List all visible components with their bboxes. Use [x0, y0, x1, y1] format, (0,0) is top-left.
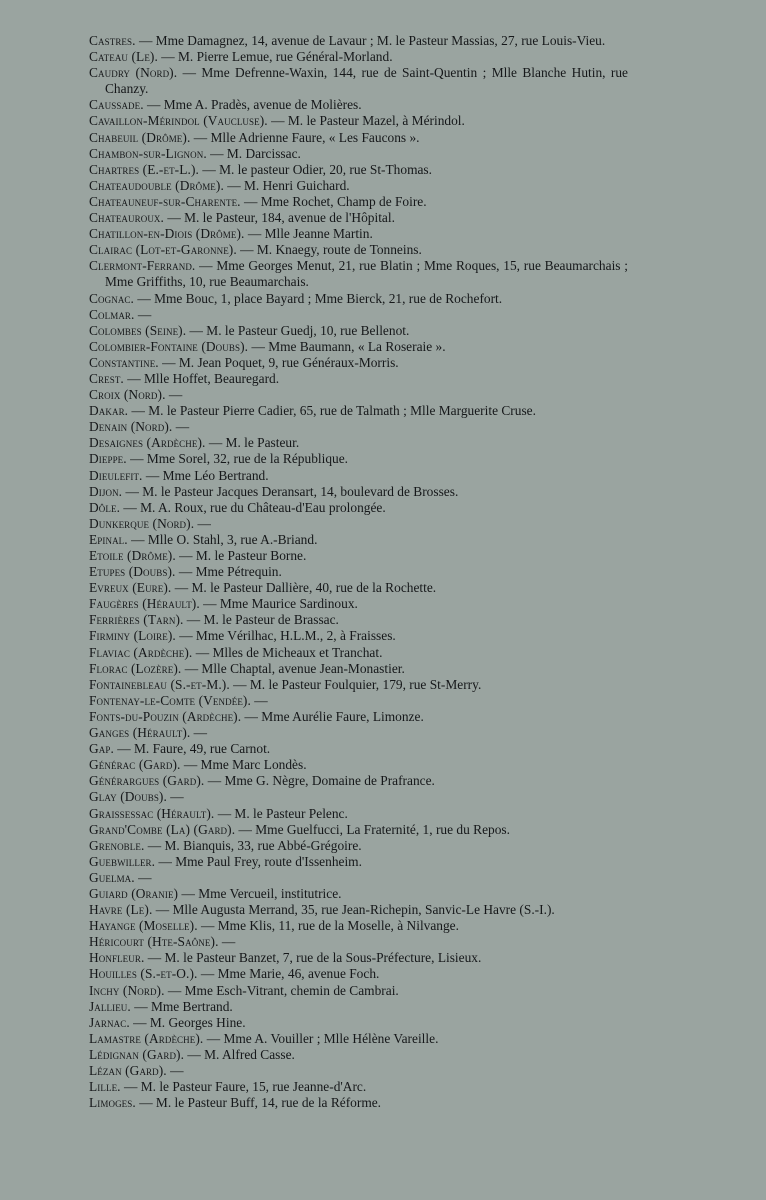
entry-place: Chateauneuf-sur-Charente.: [89, 193, 241, 209]
directory-entry: [89, 113, 628, 129]
entry-text: — M. A. Roux, rue du Château-d'Eau prolongée.: [120, 499, 386, 515]
entry-text: — Mlle Hoffet, Beauregard.: [123, 370, 280, 386]
directory-entry: [89, 484, 628, 500]
entry-text: — M. le Pasteur Faure, 15, rue Jeanne-d'Arc.: [120, 1079, 367, 1095]
entry-text: — Mme Baumann, « La Roseraie ».: [248, 338, 446, 354]
entry-text: — Mlle Chaptal, avenue Jean-Monastier.: [181, 660, 405, 676]
directory-entry: [89, 564, 628, 580]
directory-entry: [89, 757, 628, 773]
entry-text: — Mme Esch-Vitrant, chemin de Cambrai.: [164, 982, 399, 998]
entry-text: — M. Alfred Casse.: [184, 1046, 295, 1062]
entry-place: Lédignan (Gard).: [89, 1046, 185, 1062]
entry-place: Générargues (Gard).: [89, 773, 205, 789]
entry-text: —: [134, 306, 152, 322]
entry-text: — M. Bianquis, 33, rue Abbé-Grégoire.: [144, 837, 362, 853]
directory-entry: [89, 725, 628, 741]
directory-entry: [89, 1015, 628, 1031]
entry-place: Desaignes (Ardèche).: [89, 435, 206, 451]
entry-text: —: [250, 692, 268, 708]
directory-entry: [89, 918, 628, 934]
entry-text: — M. Faure, 49, rue Carnot.: [113, 741, 271, 757]
directory-entry: [89, 983, 628, 999]
entry-place: Evreux (Eure).: [89, 580, 172, 596]
entry-place: Cateau (Le).: [89, 49, 158, 65]
entry-place: Guiard (Oranie): [89, 885, 179, 901]
entry-place: Hayange (Moselle).: [89, 918, 198, 934]
entry-place: Grand'Combe (La) (Gard).: [89, 821, 236, 837]
entry-place: Cavaillon-Mérindol (Vaucluse).: [89, 113, 268, 129]
entry-text: — M. le Pasteur Dallière, 40, rue de la Rochette.: [171, 580, 437, 596]
entry-place: Ferrières (Tarn).: [89, 612, 184, 628]
directory-entry: [89, 210, 628, 226]
directory-entry: [89, 612, 628, 628]
entry-text: — M. Georges Hine.: [129, 1014, 246, 1030]
directory-entry: [89, 789, 628, 805]
entry-place: Caudry (Nord).: [89, 65, 178, 81]
directory-entry: [89, 419, 628, 435]
entry-text: — M. le pasteur Odier, 20, rue St-Thomas.: [198, 161, 432, 177]
entry-place: Cognac.: [89, 290, 134, 306]
entry-place: Lézan (Gard).: [89, 1063, 167, 1078]
directory-entry: [89, 741, 628, 757]
directory-entry: [89, 49, 628, 65]
entry-place: Clairac (Lot-et-Garonne).: [89, 242, 237, 258]
directory-entry: [89, 580, 628, 596]
directory-entry: [89, 1031, 628, 1047]
directory-entry: [89, 371, 628, 387]
directory-entry: [89, 934, 628, 950]
entry-place: Chabeuil (Drôme).: [89, 129, 191, 145]
entry-text: — M. le Pasteur Foulquier, 179, rue St-Merry.: [229, 676, 482, 692]
entry-place: Dijon.: [89, 483, 123, 499]
entry-text: — Mme Vercueil, institutrice.: [178, 885, 342, 901]
entry-place: Houilles (S.-et-O.).: [89, 966, 198, 982]
entry-place: Dieulefit.: [89, 467, 143, 483]
entry-text: — M. le Pasteur Buff, 14, rue de la Réforme.: [135, 1095, 382, 1111]
entry-text: — Mme A. Pradès, avenue de Molières.: [143, 97, 362, 113]
entry-place: Epinal.: [89, 531, 128, 547]
directory-entry: [89, 242, 628, 258]
entry-text: — M. Henri Guichard.: [223, 177, 350, 193]
entry-place: Chatillon-en-Diois (Drôme).: [89, 226, 245, 242]
entry-text: — M. le Pasteur.: [205, 435, 300, 451]
directory-entry: [89, 628, 628, 644]
directory-entry: [89, 33, 628, 49]
entry-place: Grenoble.: [89, 837, 145, 853]
entry-text: — Mlle Augusta Merrand, 35, rue Jean-Richepin, Sanvic-Le Havre (S.-I.).: [152, 902, 555, 918]
entry-place: Chateauroux.: [89, 210, 164, 226]
directory-entry: [89, 130, 628, 146]
entry-text: — M. le Pasteur Banzet, 7, rue de la Sous-Préfecture, Lisieux.: [144, 950, 482, 966]
entry-place: Etoile (Drôme).: [89, 548, 176, 563]
entry-place: Inchy (Nord).: [89, 982, 165, 998]
entry-text: — Mme Marie, 46, avenue Foch.: [197, 966, 380, 982]
entry-text: —: [166, 789, 184, 805]
entry-place: Guelma.: [89, 869, 135, 885]
entry-text: — Mme Paul Frey, route d'Issenheim.: [155, 853, 362, 869]
directory-entry: [89, 709, 628, 725]
entry-text: — Mme G. Nègre, Domaine de Prafrance.: [204, 773, 435, 789]
entry-place: Chartres (E.-et-L.).: [89, 161, 199, 177]
directory-entry: [89, 258, 628, 290]
entry-place: Graissessac (Hérault).: [89, 805, 215, 821]
directory-entry: [89, 451, 628, 467]
directory-entry: [89, 532, 628, 548]
directory-entry: [89, 403, 628, 419]
directory-entry: [89, 339, 628, 355]
directory-entry: [89, 1095, 628, 1111]
entry-text: —: [218, 934, 236, 950]
entry-place: Havre (Le).: [89, 902, 153, 918]
directory-entry: [89, 65, 628, 97]
entry-place: Dieppe.: [89, 451, 127, 467]
entry-text: — Mme Guelfucci, La Fraternité, 1, rue du Repos.: [235, 821, 510, 837]
entry-text: — Mme A. Vouiller ; Mlle Hélène Vareille.: [203, 1030, 439, 1046]
directory-entry: [89, 838, 628, 854]
entry-place: Florac (Lozère).: [89, 660, 182, 676]
entry-place: Croix (Nord).: [89, 387, 166, 403]
entry-text: — Mme Georges Menut, 21, rue Blatin ; Mme Roques, 15, rue Beaumarchais ; Mme Griffiths, 10, rue Beaumarchais.: [105, 258, 628, 290]
directory-entry: [89, 548, 628, 564]
directory-entry: [89, 950, 628, 966]
entry-text: — Mme Klis, 11, rue de la Moselle, à Nilvange.: [197, 918, 459, 934]
entry-place: Colmar.: [89, 306, 135, 322]
entry-place: Flaviac (Ardèche).: [89, 644, 193, 660]
entry-place: Fonts-du-Pouzin (Ardèche).: [89, 708, 242, 724]
directory-entry: [89, 902, 628, 918]
directory-entry: [89, 146, 628, 162]
entry-place: Colombier-Fontaine (Doubs).: [89, 338, 249, 354]
directory-entry: [89, 468, 628, 484]
directory-entry: [89, 1063, 628, 1079]
entry-text: — M. le Pasteur Mazel, à Mérindol.: [267, 113, 465, 129]
entry-place: Chambon-sur-Lignon.: [89, 145, 207, 161]
directory-entry: [89, 178, 628, 194]
entry-place: Faugères (Hérault).: [89, 596, 200, 612]
entry-text: — Mlles de Micheaux et Tranchat.: [192, 644, 383, 660]
entry-text: —: [134, 869, 152, 885]
directory-entry: [89, 97, 628, 113]
entry-place: Dakar.: [89, 403, 129, 419]
entry-text: —: [166, 1063, 184, 1078]
directory-entry: [89, 886, 628, 902]
entry-text: — M. le Pasteur Jacques Deransart, 14, boulevard de Brosses.: [122, 483, 459, 499]
entry-place: Limoges.: [89, 1095, 136, 1111]
directory-entry: [89, 435, 628, 451]
directory-entry: [89, 966, 628, 982]
entry-place: Gap.: [89, 741, 114, 757]
entry-place: Denain (Nord).: [89, 419, 173, 435]
entry-text: — Mme Vérilhac, H.L.M., 2, à Fraisses.: [175, 628, 396, 644]
entry-place: Castres.: [89, 33, 136, 48]
entry-text: — Mme Marc Londès.: [180, 757, 307, 773]
entry-list: [89, 33, 628, 1111]
entry-text: — Mlle Jeanne Martin.: [244, 226, 373, 242]
entry-text: — M. le Pasteur Borne.: [175, 548, 307, 563]
directory-entry: [89, 1079, 628, 1095]
entry-text: —: [194, 515, 211, 531]
entry-text: — Mme Sorel, 32, rue de la République.: [126, 451, 349, 467]
entry-text: — Mme Bouc, 1, place Bayard ; Mme Bierck, 21, rue de Rochefort.: [133, 290, 503, 306]
entry-text: — Mme Maurice Sardinoux.: [199, 596, 358, 612]
entry-place: Glay (Doubs).: [89, 789, 167, 805]
entry-text: — Mme Pétrequin.: [175, 564, 282, 580]
entry-text: — M. Knaegy, route de Tonneins.: [236, 242, 422, 258]
entry-place: Jallieu.: [89, 998, 131, 1014]
directory-entry: [89, 194, 628, 210]
directory-entry: [89, 677, 628, 693]
entry-place: Jarnac.: [89, 1014, 130, 1030]
entry-place: Caussade.: [89, 97, 144, 113]
entry-place: Héricourt (Hte-Saône).: [89, 934, 219, 950]
directory-entry: [89, 661, 628, 677]
entry-place: Fontainebleau (S.-et-M.).: [89, 676, 230, 692]
entry-text: —: [165, 387, 183, 403]
entry-text: — Mlle Adrienne Faure, « Les Faucons ».: [190, 129, 420, 145]
directory-entry: [89, 387, 628, 403]
entry-text: —: [172, 419, 190, 435]
directory-entry: [89, 645, 628, 661]
entry-place: Guebwiller.: [89, 853, 156, 869]
entry-text: — Mme Léo Bertrand.: [142, 467, 269, 483]
entry-place: Dunkerque (Nord).: [89, 515, 195, 531]
directory-entry: [89, 500, 628, 516]
entry-text: — Mme Bertrand.: [130, 998, 233, 1014]
entry-text: — M. le Pasteur de Brassac.: [183, 612, 339, 628]
entry-place: Dôle.: [89, 499, 121, 515]
entry-text: — M. le Pasteur Guedj, 10, rue Bellenot.: [186, 322, 410, 338]
entry-place: Crest.: [89, 370, 124, 386]
entry-place: Honfleur.: [89, 950, 145, 966]
directory-entry: [89, 1047, 628, 1063]
directory-entry: [89, 693, 628, 709]
entry-place: Ganges (Hérault).: [89, 725, 191, 741]
entry-place: Etupes (Doubs).: [89, 564, 176, 580]
entry-place: Générac (Gard).: [89, 757, 181, 773]
entry-text: —: [190, 725, 208, 741]
entry-text: — Mme Damagnez, 14, avenue de Lavaur ; M. le Pasteur Massias, 27, rue Louis-Vieu.: [135, 33, 606, 48]
entry-place: Fontenay-le-Comte (Vendée).: [89, 692, 251, 708]
entry-place: Lille.: [89, 1079, 121, 1095]
directory-entry: [89, 355, 628, 371]
entry-text: — M. Pierre Lemue, rue Général-Morland.: [157, 49, 393, 65]
entry-place: Constantine.: [89, 354, 159, 370]
entry-text: — Mme Rochet, Champ de Foire.: [240, 193, 427, 209]
entry-text: — M. Darcissac.: [206, 145, 301, 161]
entry-text: — M. le Pasteur Pierre Cadier, 65, rue de Talmath ; Mlle Marguerite Cruse.: [128, 403, 536, 419]
directory-entry: [89, 822, 628, 838]
directory-entry: [89, 870, 628, 886]
directory-entry: [89, 999, 628, 1015]
entry-place: Clermont-Ferrand.: [89, 258, 196, 274]
entry-text: — M. le Pasteur, 184, avenue de l'Hôpital.: [163, 210, 395, 226]
entry-text: — Mme Defrenne-Waxin, 144, rue de Saint-Quentin ; Mlle Blanche Hutin, rue Chanzy.: [105, 65, 628, 97]
directory-entry: [89, 773, 628, 789]
directory-entry: [89, 291, 628, 307]
directory-entry: [89, 226, 628, 242]
entry-text: — M. le Pasteur Pelenc.: [214, 805, 348, 821]
entry-text: — M. Jean Poquet, 9, rue Généraux-Morris.: [158, 354, 399, 370]
entry-place: Lamastre (Ardèche).: [89, 1030, 204, 1046]
entry-text: — Mlle O. Stahl, 3, rue A.-Briand.: [127, 531, 318, 547]
entry-text: — Mme Aurélie Faure, Limonze.: [241, 708, 424, 724]
directory-entry: [89, 323, 628, 339]
entry-place: Colombes (Seine).: [89, 322, 187, 338]
directory-entry: [89, 596, 628, 612]
directory-entry: [89, 162, 628, 178]
directory-entry: [89, 854, 628, 870]
directory-entry: [89, 806, 628, 822]
entry-place: Chateaudouble (Drôme).: [89, 177, 224, 193]
directory-entry: [89, 516, 628, 532]
directory-entry: [89, 307, 628, 323]
entry-place: Firminy (Loire).: [89, 628, 176, 644]
